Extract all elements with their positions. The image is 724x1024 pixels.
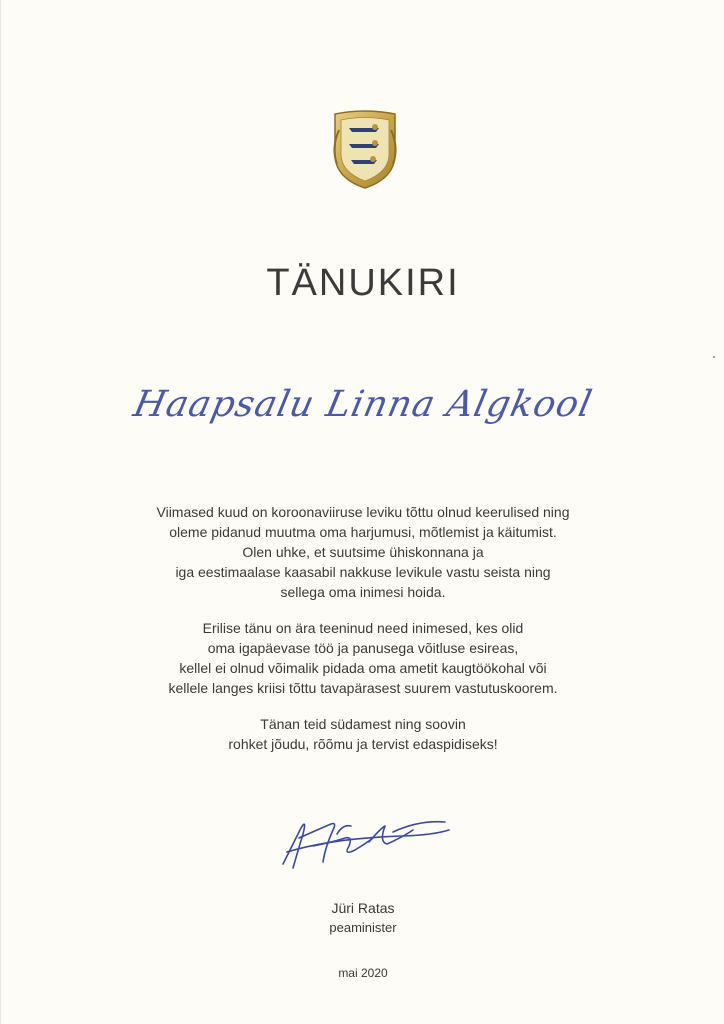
text-line: rohket jõudu, rõõmu ja tervist edaspidiseks! (228, 736, 498, 752)
document-title: TÄNUKIRI (266, 262, 460, 304)
text-line: Olen uhke, et suutsime ühiskonnana ja (242, 544, 484, 560)
text-line: sellega oma inimesi hoida. (280, 584, 446, 600)
text-line: Viimased kuud on koroonaviiruse leviku tõttu olnud keerulised ning (156, 504, 570, 520)
recipient-name: Haapsalu Linna Algkool (129, 384, 597, 425)
text-line: oleme pidanud muutma oma harjumusi, mõtlemist ja käitumist. (169, 524, 557, 540)
text-line: oma igapäevase töö ja panusega võitluse esireas, (207, 640, 519, 656)
text-line: kellel ei olnud võimalik pidada oma ametit kaugtöökohal või (179, 660, 547, 676)
text-line: Tänan teid südamest ning soovin (260, 716, 466, 732)
signer-name: Jüri Ratas (331, 900, 395, 916)
document-date: mai 2020 (338, 966, 388, 980)
paragraph-3 (61, 714, 665, 754)
paragraph-2 (61, 618, 665, 698)
body-text (61, 502, 665, 770)
signature-image (273, 808, 453, 872)
signer-title: peaminister (329, 920, 397, 935)
text-line: iga eestimaalase kaasabil nakkuse levikule vastu seista ning (175, 564, 551, 580)
paper-speck (713, 356, 715, 358)
text-line: kellele langes kriisi tõttu tavapärasest suurem vastutuskoorem. (168, 680, 558, 696)
paragraph-1 (61, 502, 665, 602)
coat-of-arms-icon (327, 108, 403, 192)
text-line: Erilise tänu on ära teeninud need inimesed, kes olid (202, 620, 524, 636)
